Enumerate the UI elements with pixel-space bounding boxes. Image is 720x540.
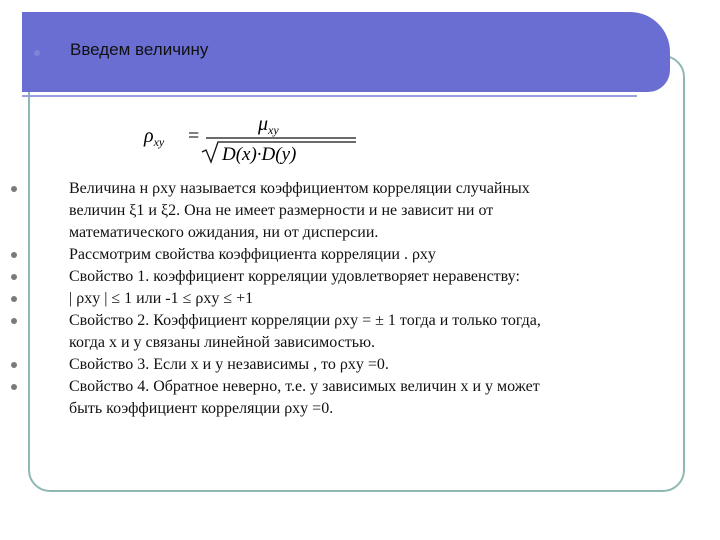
formula-lhs: $\rho_{xy}$ <box>144 125 165 149</box>
item-line: Свойство 3. Если x и y независимы , то ρxy =0. <box>69 356 389 373</box>
formula-svg <box>140 112 380 168</box>
list-item <box>69 310 541 354</box>
formula-numerator: $\mu_{xy}$ <box>258 113 279 137</box>
list-item <box>69 266 520 288</box>
list-item <box>69 288 253 310</box>
item-line: когда x и y связаны линейной зависимостью. <box>69 334 376 351</box>
list-item <box>69 376 540 420</box>
slide-header <box>22 12 670 92</box>
bullet-dot <box>11 296 17 302</box>
correlation-formula <box>140 112 380 168</box>
bullet-dot <box>11 274 17 280</box>
list-item <box>69 178 530 244</box>
header-title: Введем величину <box>70 40 209 59</box>
item-line: быть коэффициент корреляции ρxy =0. <box>69 400 334 417</box>
list-item <box>69 354 389 376</box>
item-line: Свойство 4. Обратное неверно, т.е. у зависимых величин x и y может <box>69 378 540 395</box>
list-item <box>69 244 436 266</box>
header-divider <box>22 95 637 97</box>
item-line: | ρxy | ≤ 1 или -1 ≤ ρxy ≤ +1 <box>69 290 254 307</box>
item-line: Величина н ρxy называется коэффициентом корреляции случайных <box>69 180 530 197</box>
bullet-dot <box>11 318 17 324</box>
formula-eq: = <box>188 125 200 147</box>
item-line: Свойство 2. Коэффициент корреляции ρxy = ± 1 тогда и только тогда, <box>69 312 541 329</box>
formula-denominator: D(x)·D(y) <box>222 144 297 165</box>
item-line: математического ожидания, ни от дисперсии. <box>69 224 379 241</box>
bullet-dot <box>11 186 17 192</box>
item-line: величин ξ1 и ξ2. Она не имеет размерности и не зависит ни от <box>69 202 494 219</box>
bullet-dot <box>11 362 17 368</box>
bullet-dot <box>11 252 17 258</box>
header-bullet <box>34 50 40 56</box>
item-line: Свойство 1. коэффициент корреляции удовлетворяет неравенству: <box>69 268 520 285</box>
bullet-dot <box>11 384 17 390</box>
item-line: Рассмотрим свойства коэффициента корреляции . ρxy <box>69 246 436 263</box>
